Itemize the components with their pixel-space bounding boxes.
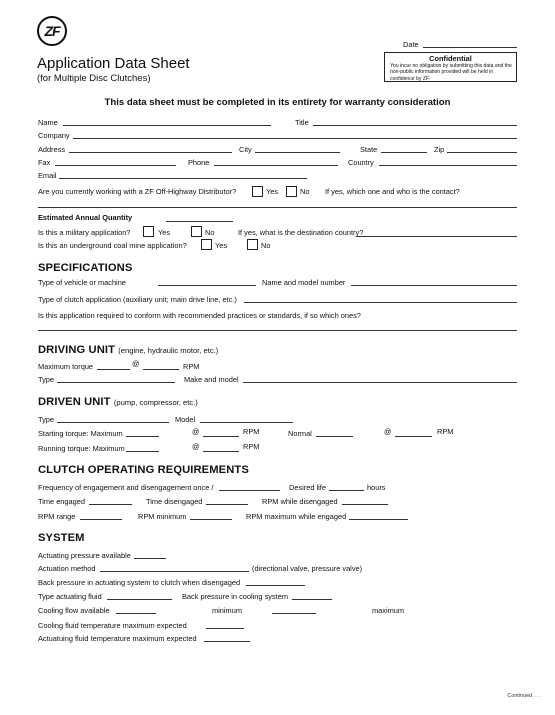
warranty-banner: This data sheet must be completed in its entirety for warranty consideration — [104, 97, 451, 108]
rpm-minimum-field[interactable] — [190, 519, 232, 520]
starting-torque-field[interactable] — [126, 436, 159, 437]
time-disengaged-field[interactable] — [206, 504, 248, 505]
driving-type-label: Type — [38, 375, 55, 384]
zip-label: Zip — [434, 145, 445, 154]
country-label: Country — [348, 158, 374, 167]
cooling-back-pressure-label: Back pressure in cooling system — [182, 592, 288, 601]
military-question: Is this a military application? — [38, 228, 131, 237]
rpm-disengaged-label: RPM while disengaged — [262, 497, 338, 506]
name-label: Name — [38, 118, 58, 127]
driving-unit-note: (engine, hydraulic motor, etc.) — [118, 346, 219, 355]
state-label: State — [360, 145, 378, 154]
confidential-text: You incur no obligation by submitting this data and the non-public information provided will be held in confidence by ZF. — [390, 63, 512, 82]
page-subtitle: (for Multiple Disc Clutches) — [37, 73, 151, 84]
actuating-temp-field[interactable] — [204, 641, 250, 642]
running-at-sign: @ — [192, 442, 200, 451]
destination-country-field[interactable] — [356, 236, 517, 237]
clutch-requirements-heading: CLUTCH OPERATING REQUIREMENTS — [38, 464, 249, 476]
rpm-label: RPM — [183, 362, 200, 371]
hours-label: hours — [367, 483, 386, 492]
specifications-heading: SPECIFICATIONS — [38, 262, 133, 274]
page-title: Application Data Sheet — [37, 55, 190, 72]
cooling-temp-label: Cooling fluid temperature maximum expected — [38, 621, 187, 630]
driven-type-label: Type — [38, 415, 55, 424]
actuation-method-note: (directional valve, pressure valve) — [252, 564, 363, 573]
driven-type-field[interactable] — [57, 422, 169, 423]
driven-unit-title: DRIVEN UNIT — [38, 396, 111, 408]
country-field[interactable] — [379, 165, 517, 166]
fluid-type-field[interactable] — [107, 599, 172, 600]
rpm-max-engaged-field[interactable] — [349, 519, 408, 520]
rpm-disengaged-field[interactable] — [342, 504, 388, 505]
rpm-max-engaged-label: RPM maximum while engaged — [246, 512, 347, 521]
distributor-yes-checkbox[interactable] — [252, 186, 263, 197]
standards-field[interactable] — [38, 330, 517, 331]
starting-at-sign: @ — [192, 427, 200, 436]
distributor-no-label: No — [300, 187, 310, 196]
fluid-type-label: Type actuating fluid — [38, 592, 102, 601]
city-label: City — [239, 145, 252, 154]
phone-label: Phone — [188, 158, 210, 167]
distributor-no-checkbox[interactable] — [286, 186, 297, 197]
state-field[interactable] — [381, 152, 427, 153]
standards-question: Is this application required to conform with recommended practices or standards, if so which ones? — [38, 311, 361, 320]
actuating-temp-label: Actuatuing fluid temperature maximum expected — [38, 634, 197, 643]
frequency-label: Frequency of engagement and disengagement once / — [38, 483, 214, 492]
running-rpm-field[interactable] — [203, 451, 239, 452]
zf-logo: ZF — [37, 16, 67, 46]
driven-model-field[interactable] — [200, 422, 293, 423]
continued-note: Continued . . . — [507, 693, 541, 699]
military-no-checkbox[interactable] — [191, 226, 202, 237]
city-field[interactable] — [255, 152, 340, 153]
driving-unit-heading — [38, 344, 218, 356]
running-torque-field[interactable] — [126, 451, 159, 452]
military-yes-label: Yes — [158, 228, 171, 237]
actuating-pressure-label: Actuating pressure available — [38, 551, 131, 560]
back-pressure-field[interactable] — [246, 585, 305, 586]
distributor-yes-label: Yes — [266, 187, 279, 196]
vehicle-type-label: Type of vehicle or machine — [38, 278, 126, 287]
actuation-method-label: Actuation method — [38, 564, 96, 573]
max-torque-rpm-field[interactable] — [143, 369, 179, 370]
cooling-maximum-label: maximum — [372, 606, 405, 615]
normal-rpm-field[interactable] — [395, 436, 432, 437]
actuating-pressure-field[interactable] — [134, 558, 166, 559]
company-field[interactable] — [73, 138, 517, 139]
starting-torque-label: Starting torque: Maximum — [38, 429, 123, 438]
rpm-range-label: RPM range — [38, 512, 76, 521]
military-yes-checkbox[interactable] — [143, 226, 154, 237]
cooling-flow-label: Cooling flow available — [38, 606, 110, 615]
back-pressure-label: Back pressure in actuating system to clutch when disengaged — [38, 578, 241, 587]
driven-model-label: Model — [175, 415, 196, 424]
max-torque-field[interactable] — [97, 369, 130, 370]
phone-field[interactable] — [214, 165, 338, 166]
annual-quantity-label: Estimated Annual Quantity — [38, 213, 133, 222]
address-field[interactable] — [69, 152, 232, 153]
company-label: Company — [38, 131, 70, 140]
distributor-contact-field[interactable] — [38, 207, 517, 208]
normal-rpm-label: RPM — [437, 427, 454, 436]
fax-label: Fax — [38, 158, 51, 167]
actuation-method-field[interactable] — [100, 571, 249, 572]
running-rpm-label: RPM — [243, 442, 260, 451]
name-model-field[interactable] — [351, 285, 517, 286]
driving-unit-title: DRIVING UNIT — [38, 344, 116, 356]
time-disengaged-label: Time disengaged — [146, 497, 203, 506]
time-engaged-label: Time engaged — [38, 497, 85, 506]
annual-quantity-field[interactable] — [166, 221, 233, 222]
starting-rpm-label: RPM — [243, 427, 260, 436]
normal-at-sign: @ — [384, 427, 392, 436]
normal-torque-field[interactable] — [316, 436, 353, 437]
make-model-label: Make and model — [184, 375, 239, 384]
email-field[interactable] — [59, 178, 307, 179]
distributor-question: Are you currently working with a ZF Off-Highway Distributor? — [38, 187, 237, 196]
rpm-range-field[interactable] — [80, 519, 122, 520]
time-engaged-field[interactable] — [89, 504, 132, 505]
fax-field[interactable] — [55, 165, 176, 166]
at-sign: @ — [132, 359, 140, 368]
name-model-label: Name and model number — [262, 278, 346, 287]
rpm-minimum-label: RPM minimum — [138, 512, 187, 521]
cooling-minimum-label: minimum — [212, 606, 242, 615]
clutch-type-label: Type of clutch application (auxiliary unit; main drive line, etc.) — [38, 295, 237, 304]
zip-field[interactable] — [447, 152, 517, 153]
cooling-minimum-field[interactable] — [272, 613, 316, 614]
distributor-followup: If yes, which one and who is the contact? — [325, 187, 460, 196]
starting-rpm-field[interactable] — [203, 436, 239, 437]
cooling-back-pressure-field[interactable] — [292, 599, 332, 600]
coal-no-label: No — [261, 241, 271, 250]
driven-unit-heading — [38, 396, 198, 408]
title-field[interactable] — [313, 125, 517, 126]
clutch-type-field[interactable] — [244, 302, 517, 303]
date-label: Date — [403, 40, 419, 49]
address-label: Address — [38, 145, 66, 154]
normal-label: Normal — [288, 429, 312, 438]
coal-no-checkbox[interactable] — [247, 239, 258, 250]
frequency-field[interactable] — [219, 490, 280, 491]
military-followup: If yes, what is the destination country? — [238, 228, 364, 237]
name-field[interactable] — [63, 125, 271, 126]
coal-yes-checkbox[interactable] — [201, 239, 212, 250]
driving-type-field[interactable] — [57, 382, 175, 383]
date-field[interactable] — [423, 47, 517, 48]
cooling-flow-field[interactable] — [116, 613, 156, 614]
make-model-field[interactable] — [243, 382, 517, 383]
desired-life-label: Desired life — [289, 483, 326, 492]
email-label: Email — [38, 171, 57, 180]
cooling-temp-field[interactable] — [206, 628, 244, 629]
confidential-notice — [384, 52, 517, 82]
confidential-title: Confidential — [429, 54, 472, 63]
military-no-label: No — [205, 228, 215, 237]
system-heading: SYSTEM — [38, 532, 85, 544]
title-label: Title — [295, 118, 309, 127]
running-torque-label: Running torque: Maximum — [38, 444, 125, 453]
max-torque-label: Maximum torque — [38, 362, 94, 371]
desired-life-field[interactable] — [329, 490, 364, 491]
vehicle-type-field[interactable] — [158, 285, 256, 286]
coal-yes-label: Yes — [215, 241, 228, 250]
driven-unit-note: (pump, compressor, etc.) — [113, 398, 198, 407]
coal-mine-question: Is this an underground coal mine application? — [38, 241, 187, 250]
